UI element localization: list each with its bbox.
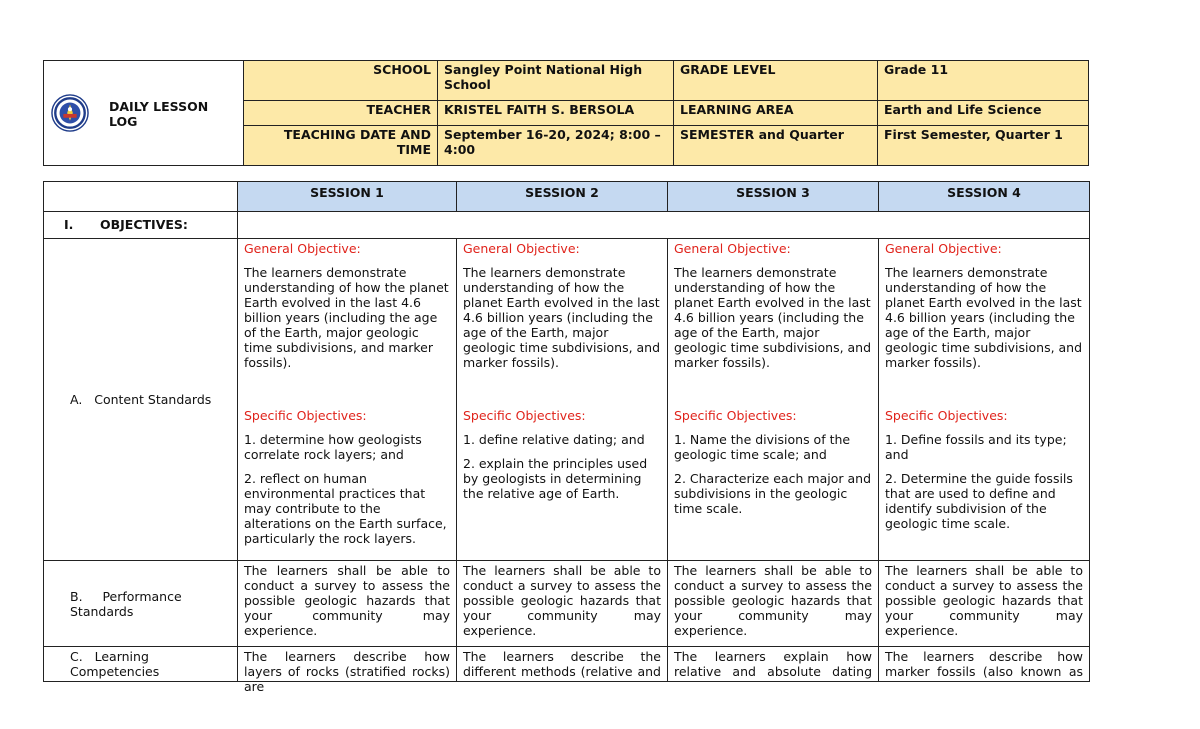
general-objective-label: General Objective:	[674, 241, 791, 256]
session-4-header: SESSION 4	[879, 182, 1090, 212]
competency-session-4	[879, 647, 1090, 682]
semester-value: First Semester, Quarter 1	[878, 126, 1089, 166]
specific-objective-2: 2. reflect on human environmental practices that may contribute to the alterations on the Earth surface, particularly the rock layers.	[244, 471, 447, 546]
learning-competencies-text: Learning Competencies	[70, 649, 160, 679]
general-objective-text: The learners demonstrate understanding of how the planet Earth evolved in the last 4.6 billion years (including the age of the Earth, major geologic time subdivisions, and marker fossils).	[885, 265, 1083, 370]
performance-standards-text: Performance Standards	[70, 588, 182, 619]
learning-competencies-label	[44, 647, 238, 682]
teacher-label: TEACHER	[244, 101, 438, 126]
specific-objective-1: 1. Define fossils and its type; and	[885, 432, 1067, 462]
lesson-table	[43, 181, 1090, 694]
performance-session-1: The learners shall be able to conduct a survey to assess the possible geologic hazards that your community may experience.	[238, 561, 457, 647]
content-session-1	[238, 239, 457, 561]
specific-objective-2: 2. Determine the guide fossils that are used to define and identify subdivision of the geologic time scale.	[885, 471, 1073, 531]
objectives-empty-cell	[238, 212, 1090, 239]
specific-objectives-label: Specific Objectives:	[244, 408, 367, 423]
learning-area-value: Earth and Life Science	[878, 101, 1089, 126]
learning-competencies-letter: C.	[70, 649, 83, 664]
objectives-label: OBJECTIVES:	[100, 217, 188, 232]
specific-objectives-label: Specific Objectives:	[674, 408, 797, 423]
general-objective-text: The learners demonstrate understanding of how the planet Earth evolved in the last 4.6 billion years (including the age of the Earth, major geologic time subdivisions, and marker fossils).	[674, 265, 872, 370]
teaching-date-label: TEACHING DATE AND TIME	[244, 126, 438, 166]
school-value: Sangley Point National High School	[438, 61, 674, 101]
competency-session-2	[457, 647, 668, 682]
learning-area-label: LEARNING AREA	[674, 101, 878, 126]
grade-level-value: Grade 11	[878, 61, 1089, 101]
competency-text: The learners describe how layers of rocks (stratified rocks) are	[244, 649, 450, 694]
teaching-date-value: September 16-20, 2024; 8:00 – 4:00	[438, 126, 674, 166]
competency-text: The learners describe how marker fossils (also known as	[885, 649, 1083, 679]
deped-seal-icon	[51, 94, 89, 132]
performance-standards-label	[44, 561, 238, 647]
content-standards-label	[44, 239, 238, 561]
general-objective-text: The learners demonstrate understanding of how the planet Earth evolved in the last 4.6 billion years (including the age of the Earth, major geologic time subdivisions, and marker fossils).	[463, 265, 661, 370]
corner-cell	[44, 182, 238, 212]
specific-objective-1: 1. define relative dating; and	[463, 432, 645, 447]
general-objective-label: General Objective:	[244, 241, 361, 256]
content-standards-letter: A.	[70, 392, 83, 407]
performance-session-3: The learners shall be able to conduct a survey to assess the possible geologic hazards that your community may experience.	[668, 561, 879, 647]
competency-text: The learners describe the different methods (relative and	[463, 649, 661, 679]
competency-session-3	[668, 647, 879, 682]
content-standards-text: Content Standards	[94, 392, 212, 407]
teacher-value: KRISTEL FAITH S. BERSOLA	[438, 101, 674, 126]
school-label: SCHOOL	[244, 61, 438, 101]
specific-objective-1: 1. Name the divisions of the geologic time scale; and	[674, 432, 851, 462]
general-objective-label: General Objective:	[463, 241, 580, 256]
grade-level-label: GRADE LEVEL	[674, 61, 878, 101]
specific-objectives-label: Specific Objectives:	[463, 408, 586, 423]
header-table	[43, 60, 1089, 166]
logo-cell	[44, 61, 244, 166]
performance-standards-letter: B.	[70, 588, 83, 604]
general-objective-text: The learners demonstrate understanding of how the planet Earth evolved in the last 4.6 billion years (including the age of the Earth, major geologic time subdivisions, and marker fossils).	[244, 265, 449, 370]
content-session-3	[668, 239, 879, 561]
general-objective-label: General Objective:	[885, 241, 1002, 256]
document-title: DAILY LESSON LOG	[109, 99, 209, 129]
objectives-number: I.	[64, 217, 74, 232]
specific-objective-2: 2. explain the principles used by geologists in determining the relative age of Earth.	[463, 456, 648, 501]
content-session-4	[879, 239, 1090, 561]
session-2-header: SESSION 2	[457, 182, 668, 212]
specific-objective-1: 1. determine how geologists correlate rock layers; and	[244, 432, 422, 462]
session-3-header: SESSION 3	[668, 182, 879, 212]
specific-objectives-label: Specific Objectives:	[885, 408, 1008, 423]
performance-session-4: The learners shall be able to conduct a survey to assess the possible geologic hazards that your community may experience.	[879, 561, 1090, 647]
competency-session-1	[238, 647, 457, 694]
content-session-2	[457, 239, 668, 561]
performance-session-2: The learners shall be able to conduct a survey to assess the possible geologic hazards that your community may experience.	[457, 561, 668, 647]
competency-text: The learners explain how relative and absolute dating	[674, 649, 872, 679]
objectives-heading	[44, 212, 238, 239]
semester-label: SEMESTER and Quarter	[674, 126, 878, 166]
specific-objective-2: 2. Characterize each major and subdivisions in the geologic time scale.	[674, 471, 872, 516]
session-1-header: SESSION 1	[238, 182, 457, 212]
